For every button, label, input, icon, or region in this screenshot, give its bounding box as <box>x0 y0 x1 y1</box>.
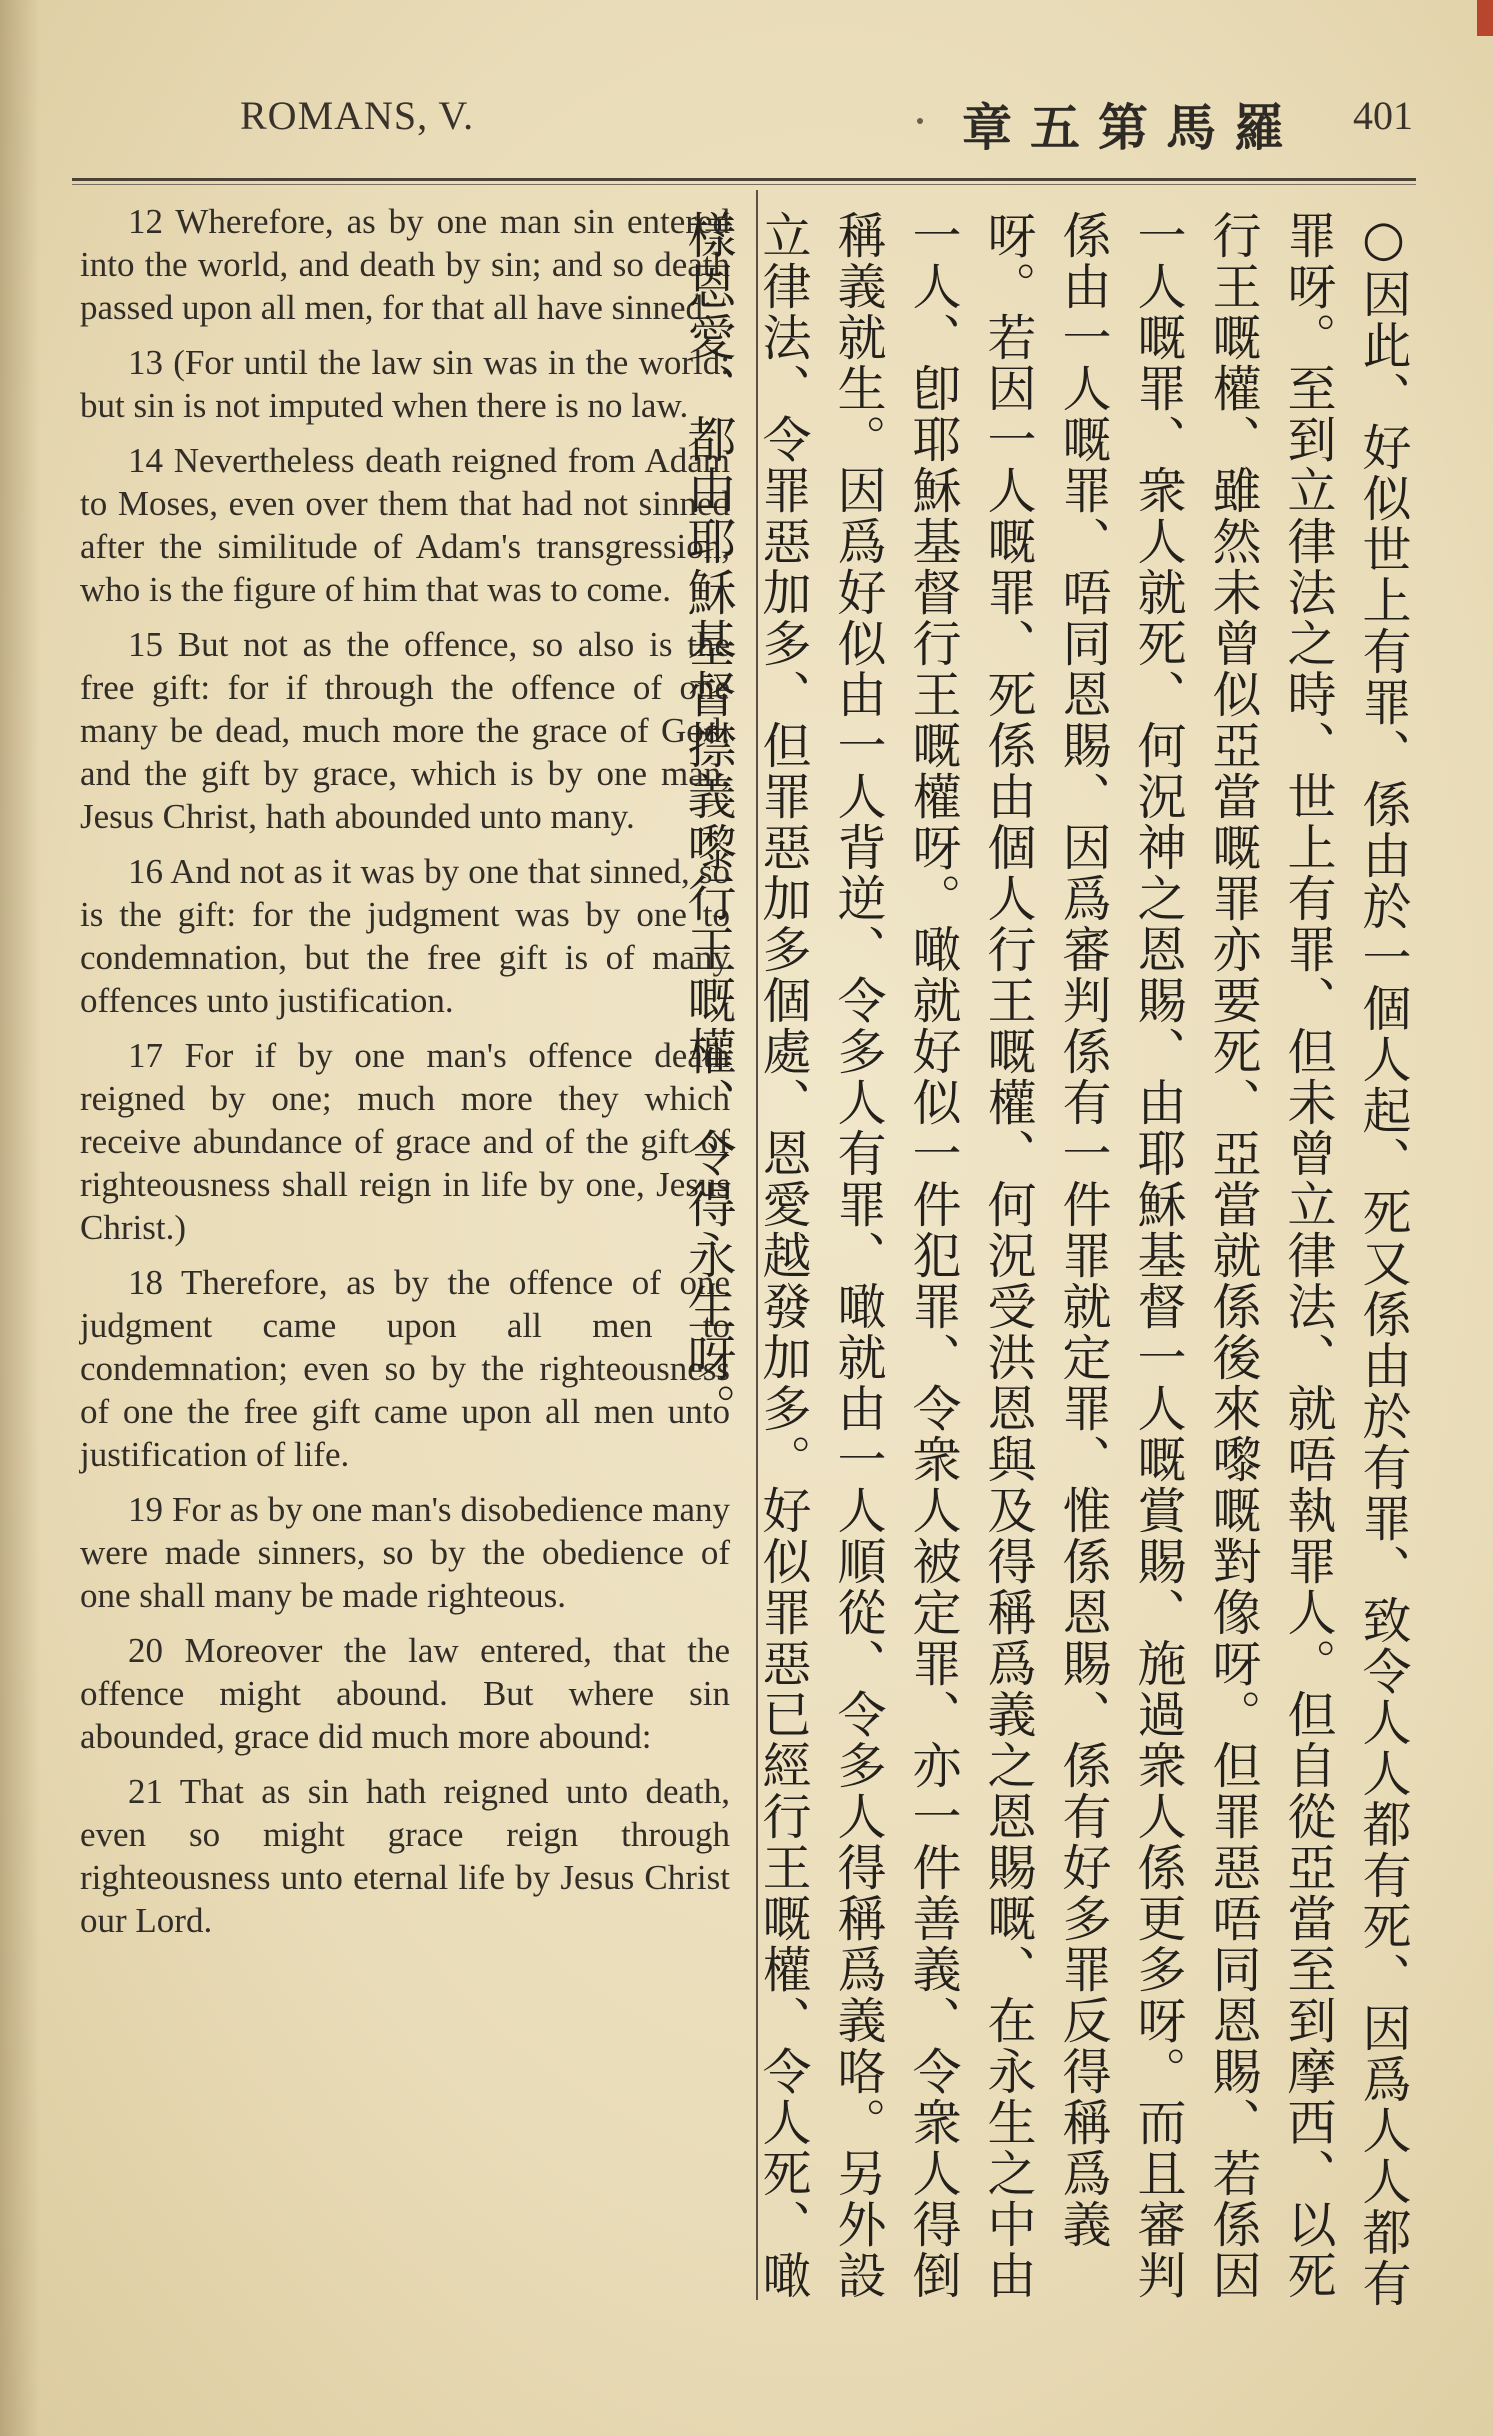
verse-14: 14 Nevertheless death reigned from Adam to Moses, even over them that had not sinned after the similitude of Adam's transgression, who is the figure of him that was to come. <box>80 441 730 609</box>
binding-shadow <box>0 0 40 2436</box>
corner-tab <box>1477 0 1493 36</box>
chinese-column: ○因此、好似世上有罪、係由於一個人起、死又係由於有罪、致令人人都有死、因爲人人都有罪呀。至到立律法之時、世上有罪、但未曾立律法、就唔執罪人。但自從亞當至到摩西、以死行王嘅權、雖然未曾似亞當嘅罪亦要死、亞當就係後來嚟嘅對像呀。但罪惡唔同恩賜、若係因一人嘅罪、衆人就死、何況神之恩賜、由耶穌基督一人嘅賞賜、施過衆人係更多呀。而且審判係由一人嘅罪、唔同恩賜、因爲審判係有一件罪就定罪、惟係恩賜、係有好多罪反得稱爲義呀。若因一人嘅罪、死係由個人行王嘅權、何況受洪恩與及得稱爲義之恩賜嘅、在永生之中由一人、卽耶穌基督行王嘅權呀。噉就好似一件犯罪、令衆人被定罪、亦一件善義、令衆人得倒稱義就生。因爲好似由一人背逆、令多人有罪、噉就由一人順從、令多人得稱爲義咯。另外設立律法、令罪惡加多、但罪惡加多個處、恩愛越發加多。好似罪惡已經行王嘅權、令人死、噉樣恩愛、都由耶穌基督㩒義嚟行王嘅權、令得永生呀。 <box>680 210 1412 2309</box>
verse-19: 19 For as by one man's disobedience many were made sinners, so by the obedience of one shall many be made righteous. <box>80 1490 730 1615</box>
header-rule <box>72 178 1416 181</box>
verse-16: 16 And not as it was by one that sinned, so is the gift: for the judgment was by one to condemnation, but the free gift is of many offences unto justification. <box>80 852 730 1020</box>
verse-12: 12 Wherefore, as by one man sin entered into the world, and death by sin; and so death passed upon all men, for that all have sinned: <box>80 202 730 327</box>
header-dot <box>917 118 923 124</box>
page-number: 401 <box>1353 93 1413 138</box>
verse-20: 20 Moreover the law entered, that the offence might abound. But where sin abounded, grace did much more abound: <box>80 1631 730 1756</box>
verse-13: 13 (For until the law sin was in the world: but sin is not imputed when there is no law. <box>80 343 730 425</box>
verse-17: 17 For if by one man's offence death reigned by one; much more they which receive abundance of grace and of the gift of righteousness shall reign in life by one, Jesus Christ.) <box>80 1036 730 1247</box>
running-head: ROMANS, V. <box>240 93 475 138</box>
english-column <box>80 200 730 1954</box>
verse-21: 21 That as sin hath reigned unto death, even so might grace reign through righteousness unto eternal life by Jesus Christ our Lord. <box>80 1772 730 1940</box>
chinese-running-head-text: 羅馬第五章 <box>962 98 1302 157</box>
header-rule-thin <box>72 184 1416 185</box>
verse-18: 18 Therefore, as by the offence of one judgment came upon all men to condemnation; even so by the righteousness of one the free gift came upon all men unto justification of life. <box>80 1263 730 1474</box>
verse-15: 15 But not as the offence, so also is the free gift: for if through the offence of one many be dead, much more the grace of God, and the gift by grace, which is by one man, Jesus Christ, hath abounded unto many. <box>80 625 730 836</box>
chinese-running-head <box>962 88 1302 160</box>
